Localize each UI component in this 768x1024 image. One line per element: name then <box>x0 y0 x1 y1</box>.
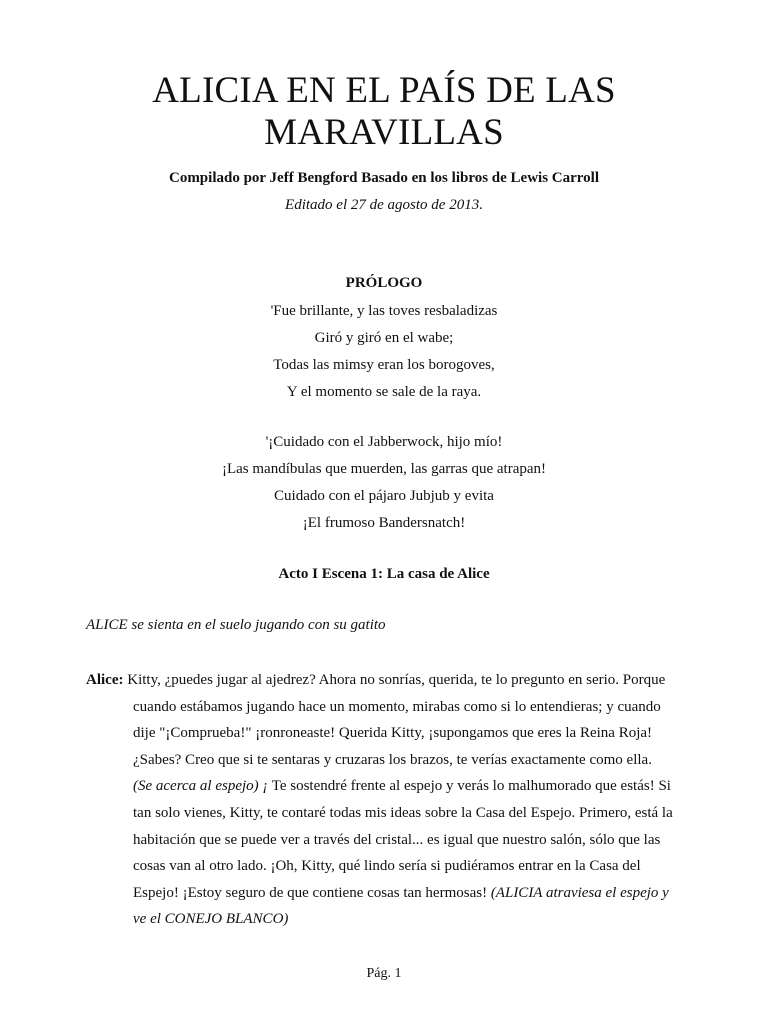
dialogue-line <box>86 880 682 907</box>
dialogue-line <box>86 773 682 800</box>
verse-line: Y el momento se sale de la raya. <box>286 384 482 400</box>
verse-line: Cuidado con el pájaro Jubjub y evita <box>274 488 494 504</box>
compiled-by: Compilado por Jeff Bengford Basado en los libros de Lewis Carroll <box>168 170 600 186</box>
page-number: Pág. 1 <box>366 966 402 981</box>
dialogue-line <box>86 667 682 694</box>
dialogue-text: Kitty, ¿puedes jugar al ajedrez? Ahora no sonrías, querida, te lo pregunto en serio. Porque <box>127 672 666 688</box>
dialogue-line: cosas van al otro lado. ¡Oh, Kitty, qué lindo sería si pudiéramos entrar en la Casa del <box>133 858 641 875</box>
prologue-stanza-2 <box>0 429 768 537</box>
document-title <box>0 70 768 154</box>
stage-note: (Se acerca al espejo) ¡ <box>133 778 269 795</box>
dialogue-line: ¿Sabes? Creo que si te sentaras y cruzaras los brazos, te verías exactamente como ella. <box>133 751 652 768</box>
dialogue-text: Espejo! ¡Estoy seguro de que contiene cosas tan hermosas! <box>133 884 491 901</box>
verse-line: ¡El frumoso Bandersnatch! <box>302 515 466 531</box>
verse-line: Giró y giró en el wabe; <box>314 330 454 346</box>
verse-line: ¡Las mandíbulas que muerden, las garras que atrapan! <box>221 461 547 477</box>
edited-date: Editado el 27 de agosto de 2013. <box>285 197 483 213</box>
verse-line: 'Fue brillante, y las toves resbaladizas <box>270 303 498 319</box>
dialogue-line: dije "¡Comprueba!" ¡ronroneaste! Querida Kitty, ¡supongamos que eres la Reina Roja! <box>133 725 653 742</box>
title-line-2: MARAVILLAS <box>264 112 504 153</box>
stage-direction: ALICE se sienta en el suelo jugando con su gatito <box>86 617 386 633</box>
verse-line: Todas las mimsy eran los borogoves, <box>273 357 495 373</box>
dialogue-line: tan solo vienes, Kitty, te contaré todas mis ideas sobre la Casa del Espejo. Primero, está la <box>133 804 673 821</box>
scene-heading: Acto I Escena 1: La casa de Alice <box>278 566 490 582</box>
title-line-1: ALICIA EN EL PAÍS DE LAS <box>152 70 616 111</box>
prologue-stanza-1 <box>0 298 768 406</box>
dialogue-line: cuando estábamos jugando hace un momento, mirabas como si lo entendieras; y cuando <box>133 698 661 715</box>
alice-dialogue <box>86 667 682 933</box>
speaker-name: Alice: <box>86 672 124 688</box>
dialogue-line: habitación que se puede ver a través del cristal... es igual que nuestro salón, sólo que las <box>133 831 661 848</box>
dialogue-text: Te sostendré frente al espejo y verás lo malhumorado que estás! Si <box>268 778 671 795</box>
stage-note: ve el CONEJO BLANCO) <box>133 911 289 928</box>
prologue-heading: PRÓLOGO <box>345 275 423 291</box>
verse-line: '¡Cuidado con el Jabberwock, hijo mío! <box>265 434 503 450</box>
stage-note: (ALICIA atraviesa el espejo y <box>490 884 669 901</box>
